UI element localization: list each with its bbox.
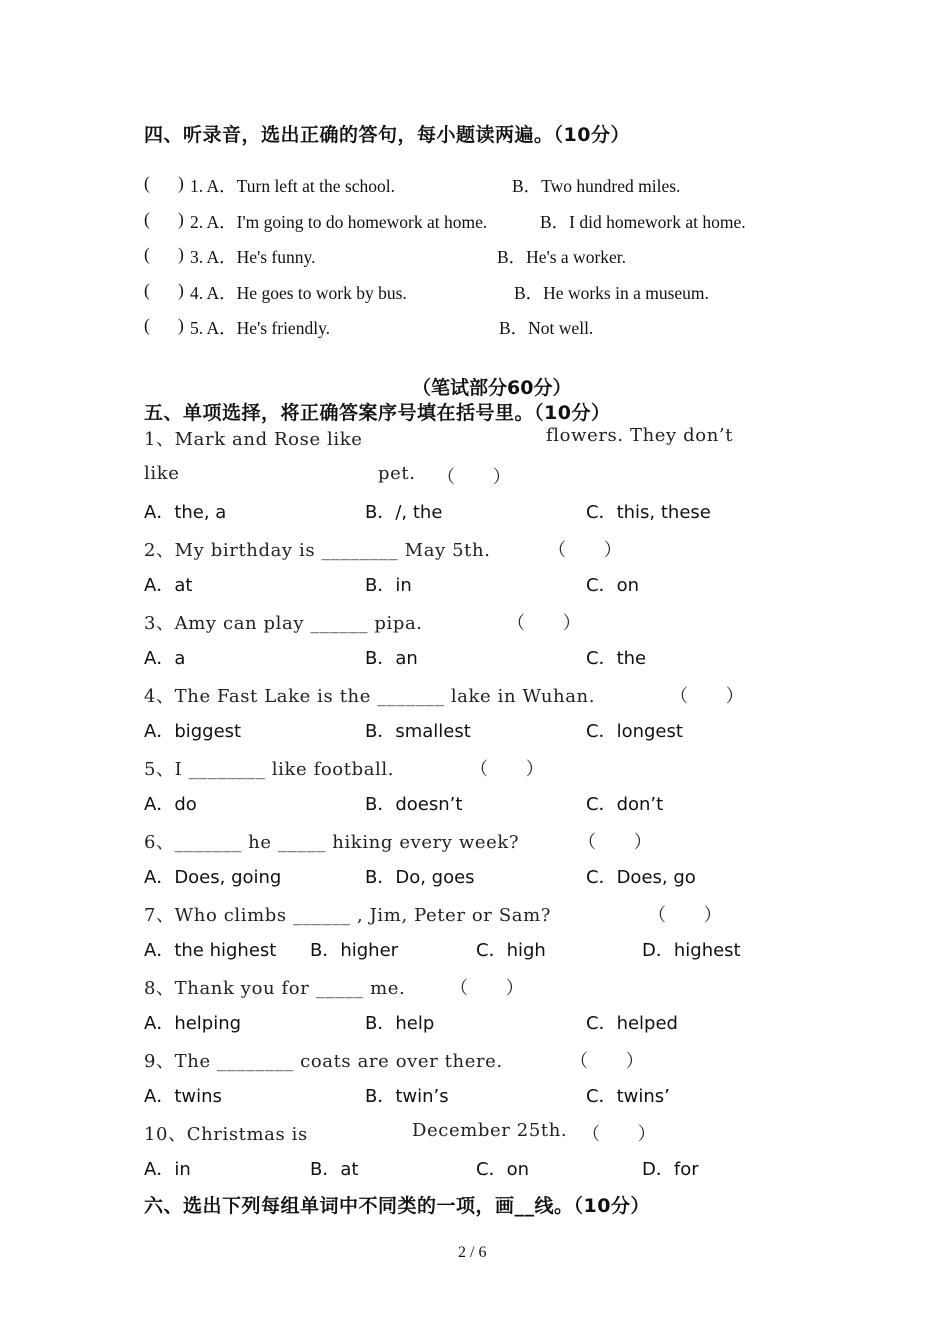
option-c: C．don’t <box>586 794 664 815</box>
option-c: C．longest <box>586 721 683 742</box>
section6-title-before: 六、选出下列每组单词中不同类的一项，画 <box>144 1195 515 1217</box>
answer-parentheses[interactable]: （ ） <box>648 905 723 926</box>
answer-paren-open[interactable]: ( <box>144 173 150 193</box>
question-text: December 25th. <box>412 1120 568 1141</box>
option-a: 2. A．I'm going to do homework at home. <box>190 212 488 232</box>
option-a: A．in <box>144 1159 191 1180</box>
section6-title-blank: __ <box>514 1195 535 1217</box>
question-text: 4、The Fast Lake is the _______ lake in Wuhan. <box>144 686 596 707</box>
question-text: flowers. They don’t <box>546 425 734 446</box>
option-c: C．the <box>586 648 647 669</box>
option-d: D．for <box>642 1159 699 1180</box>
option-c: C．this, these <box>586 502 711 523</box>
option-b: B．Do, goes <box>365 867 475 888</box>
question-text: 3、Amy can play ______ pipa. <box>144 613 423 634</box>
option-b: B．He's a worker. <box>497 247 627 267</box>
question-text: like <box>144 463 180 484</box>
option-b: B．He works in a museum. <box>514 283 709 303</box>
option-c: C．twins’ <box>586 1086 670 1107</box>
question-text: pet. <box>378 463 416 484</box>
option-b: B．Not well. <box>499 318 594 338</box>
question-text: 2、My birthday is ________ May 5th. <box>144 540 491 561</box>
option-a: A．the, a <box>144 502 227 523</box>
option-b: B．I did homework at home. <box>540 212 746 232</box>
answer-parentheses[interactable]: （ ） <box>578 832 653 853</box>
answer-paren-close: ) <box>178 173 184 193</box>
option-b: B．doesn’t <box>365 794 463 815</box>
written-part-heading: （笔试部分60分） <box>412 377 572 399</box>
option-b: B．help <box>365 1013 435 1034</box>
answer-parentheses[interactable]: （ ） <box>570 1051 645 1072</box>
option-b: B．higher <box>310 940 399 961</box>
option-c: C．on <box>476 1159 529 1180</box>
section6-title-after: 线。（10分） <box>534 1195 650 1217</box>
answer-paren-close: ) <box>178 315 184 335</box>
answer-parentheses[interactable]: （ ） <box>582 1124 657 1145</box>
option-a: A．a <box>144 648 186 669</box>
answer-paren-open[interactable]: ( <box>144 280 150 300</box>
question-text: 9、The ________ coats are over there. <box>144 1051 503 1072</box>
answer-parentheses[interactable]: （ ） <box>670 686 745 707</box>
answer-parentheses[interactable]: （ ） <box>437 467 512 488</box>
page-number: 2 / 6 <box>458 1244 487 1261</box>
answer-paren-open[interactable]: ( <box>144 244 150 264</box>
answer-paren-close: ) <box>178 244 184 264</box>
option-b: B．in <box>365 575 412 596</box>
question-text: 7、Who climbs ______ , Jim, Peter or Sam? <box>144 905 552 926</box>
question-text: 6、_______ he _____ hiking every week? <box>144 832 520 853</box>
section5-title: 五、单项选择，将正确答案序号填在括号里。（10分） <box>144 402 611 424</box>
option-a: 3. A．He's funny. <box>190 247 316 267</box>
question-text: 5、I ________ like football. <box>144 759 395 780</box>
question-text: 1、Mark and Rose like <box>144 429 363 450</box>
option-a: 4. A．He goes to work by bus. <box>190 283 407 303</box>
answer-parentheses[interactable]: （ ） <box>470 759 545 780</box>
option-a: A．at <box>144 575 193 596</box>
section6-title <box>144 1191 650 1218</box>
option-a: 5. A．He's friendly. <box>190 318 331 338</box>
option-a: A．helping <box>144 1013 242 1034</box>
option-a: A．twins <box>144 1086 222 1107</box>
option-a: A．the highest <box>144 940 277 961</box>
answer-parentheses[interactable]: （ ） <box>507 613 582 634</box>
option-b: B．/, the <box>365 502 443 523</box>
question-text: 10、Christmas is <box>144 1124 308 1145</box>
option-b: B．smallest <box>365 721 471 742</box>
option-b: B．at <box>310 1159 359 1180</box>
answer-parentheses[interactable]: （ ） <box>548 540 623 561</box>
answer-paren-open[interactable]: ( <box>144 209 150 229</box>
answer-paren-close: ) <box>178 209 184 229</box>
question-text: 8、Thank you for _____ me. <box>144 978 406 999</box>
option-d: D．highest <box>642 940 741 961</box>
answer-parentheses[interactable]: （ ） <box>450 978 525 999</box>
option-c: C．high <box>476 940 546 961</box>
option-b: B．twin’s <box>365 1086 449 1107</box>
option-a: A．Does, going <box>144 867 282 888</box>
option-c: C．on <box>586 575 639 596</box>
option-c: C．Does, go <box>586 867 696 888</box>
answer-paren-close: ) <box>178 280 184 300</box>
option-a: A．biggest <box>144 721 242 742</box>
option-b: B．an <box>365 648 418 669</box>
option-c: C．helped <box>586 1013 678 1034</box>
option-b: B．Two hundred miles. <box>512 176 681 196</box>
option-a: A．do <box>144 794 197 815</box>
section4-title: 四、听录音，选出正确的答句，每小题读两遍。（10分） <box>144 124 630 146</box>
option-a: 1. A．Turn left at the school. <box>190 176 395 196</box>
answer-paren-open[interactable]: ( <box>144 315 150 335</box>
